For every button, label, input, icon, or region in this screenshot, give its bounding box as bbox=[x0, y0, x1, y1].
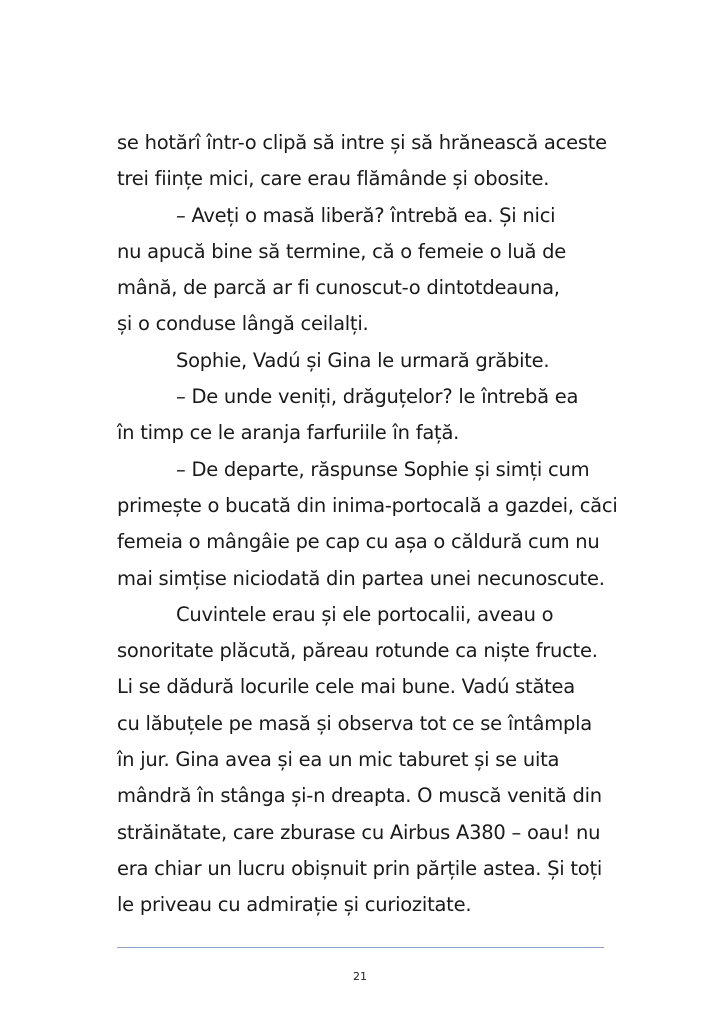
text-line: – De departe, răspunse Sophie și simți cum bbox=[176, 457, 590, 481]
text-line: – De unde veniți, drăguțelor? le întrebă ea bbox=[176, 385, 579, 409]
text-line: nu apucă bine să termine, că o femeie o luă de bbox=[117, 239, 567, 263]
text-line: cu lăbuțele pe masă și observa tot ce se întâmpla bbox=[117, 711, 592, 735]
body-text bbox=[117, 125, 617, 924]
text-line: în timp ce le aranja farfuriile în față. bbox=[117, 421, 460, 445]
text-line: mână, de parcă ar fi cunoscut-o dintotdeauna, bbox=[117, 276, 560, 300]
text-line: le priveau cu admirație și curiozitate. bbox=[117, 893, 472, 917]
text-line: femeia o mângâie pe cap cu așa o căldură cum nu bbox=[117, 530, 600, 554]
text-line: – Aveți o masă liberă? întrebă ea. Și nici bbox=[176, 203, 556, 227]
text-line: și o conduse lângă ceilalți. bbox=[117, 312, 369, 336]
text-line: Li se dădură locurile cele mai bune. Vadú stătea bbox=[117, 675, 575, 699]
text-line: străinătate, care zburase cu Airbus A380 – oau! nu bbox=[117, 820, 601, 844]
text-line: mai simțise niciodată din partea unei necunoscute. bbox=[117, 566, 605, 590]
text-line: în jur. Gina avea și ea un mic taburet și se uita bbox=[117, 748, 560, 772]
text-line: Sophie, Vadú și Gina le urmară grăbite. bbox=[176, 348, 550, 372]
text-line: se hotărî într-o clipă să intre și să hrănească aceste bbox=[117, 131, 607, 154]
text-line: primește o bucată din inima-portocală a gazdei, căci bbox=[117, 493, 618, 517]
text-line: era chiar un lucru obișnuit prin părțile astea. Și toți bbox=[117, 856, 603, 880]
text-line: Cuvintele erau și ele portocalii, aveau o bbox=[176, 602, 554, 626]
text-line: sonoritate plăcută, păreau rotunde ca niște fructe. bbox=[117, 639, 598, 663]
page-number: 21 bbox=[353, 970, 367, 983]
footer-rule bbox=[117, 947, 604, 948]
text-line: mândră în stânga și-n dreapta. O muscă venită din bbox=[117, 784, 602, 808]
text-line: trei ființe mici, care erau flămânde și obosite. bbox=[117, 167, 550, 191]
